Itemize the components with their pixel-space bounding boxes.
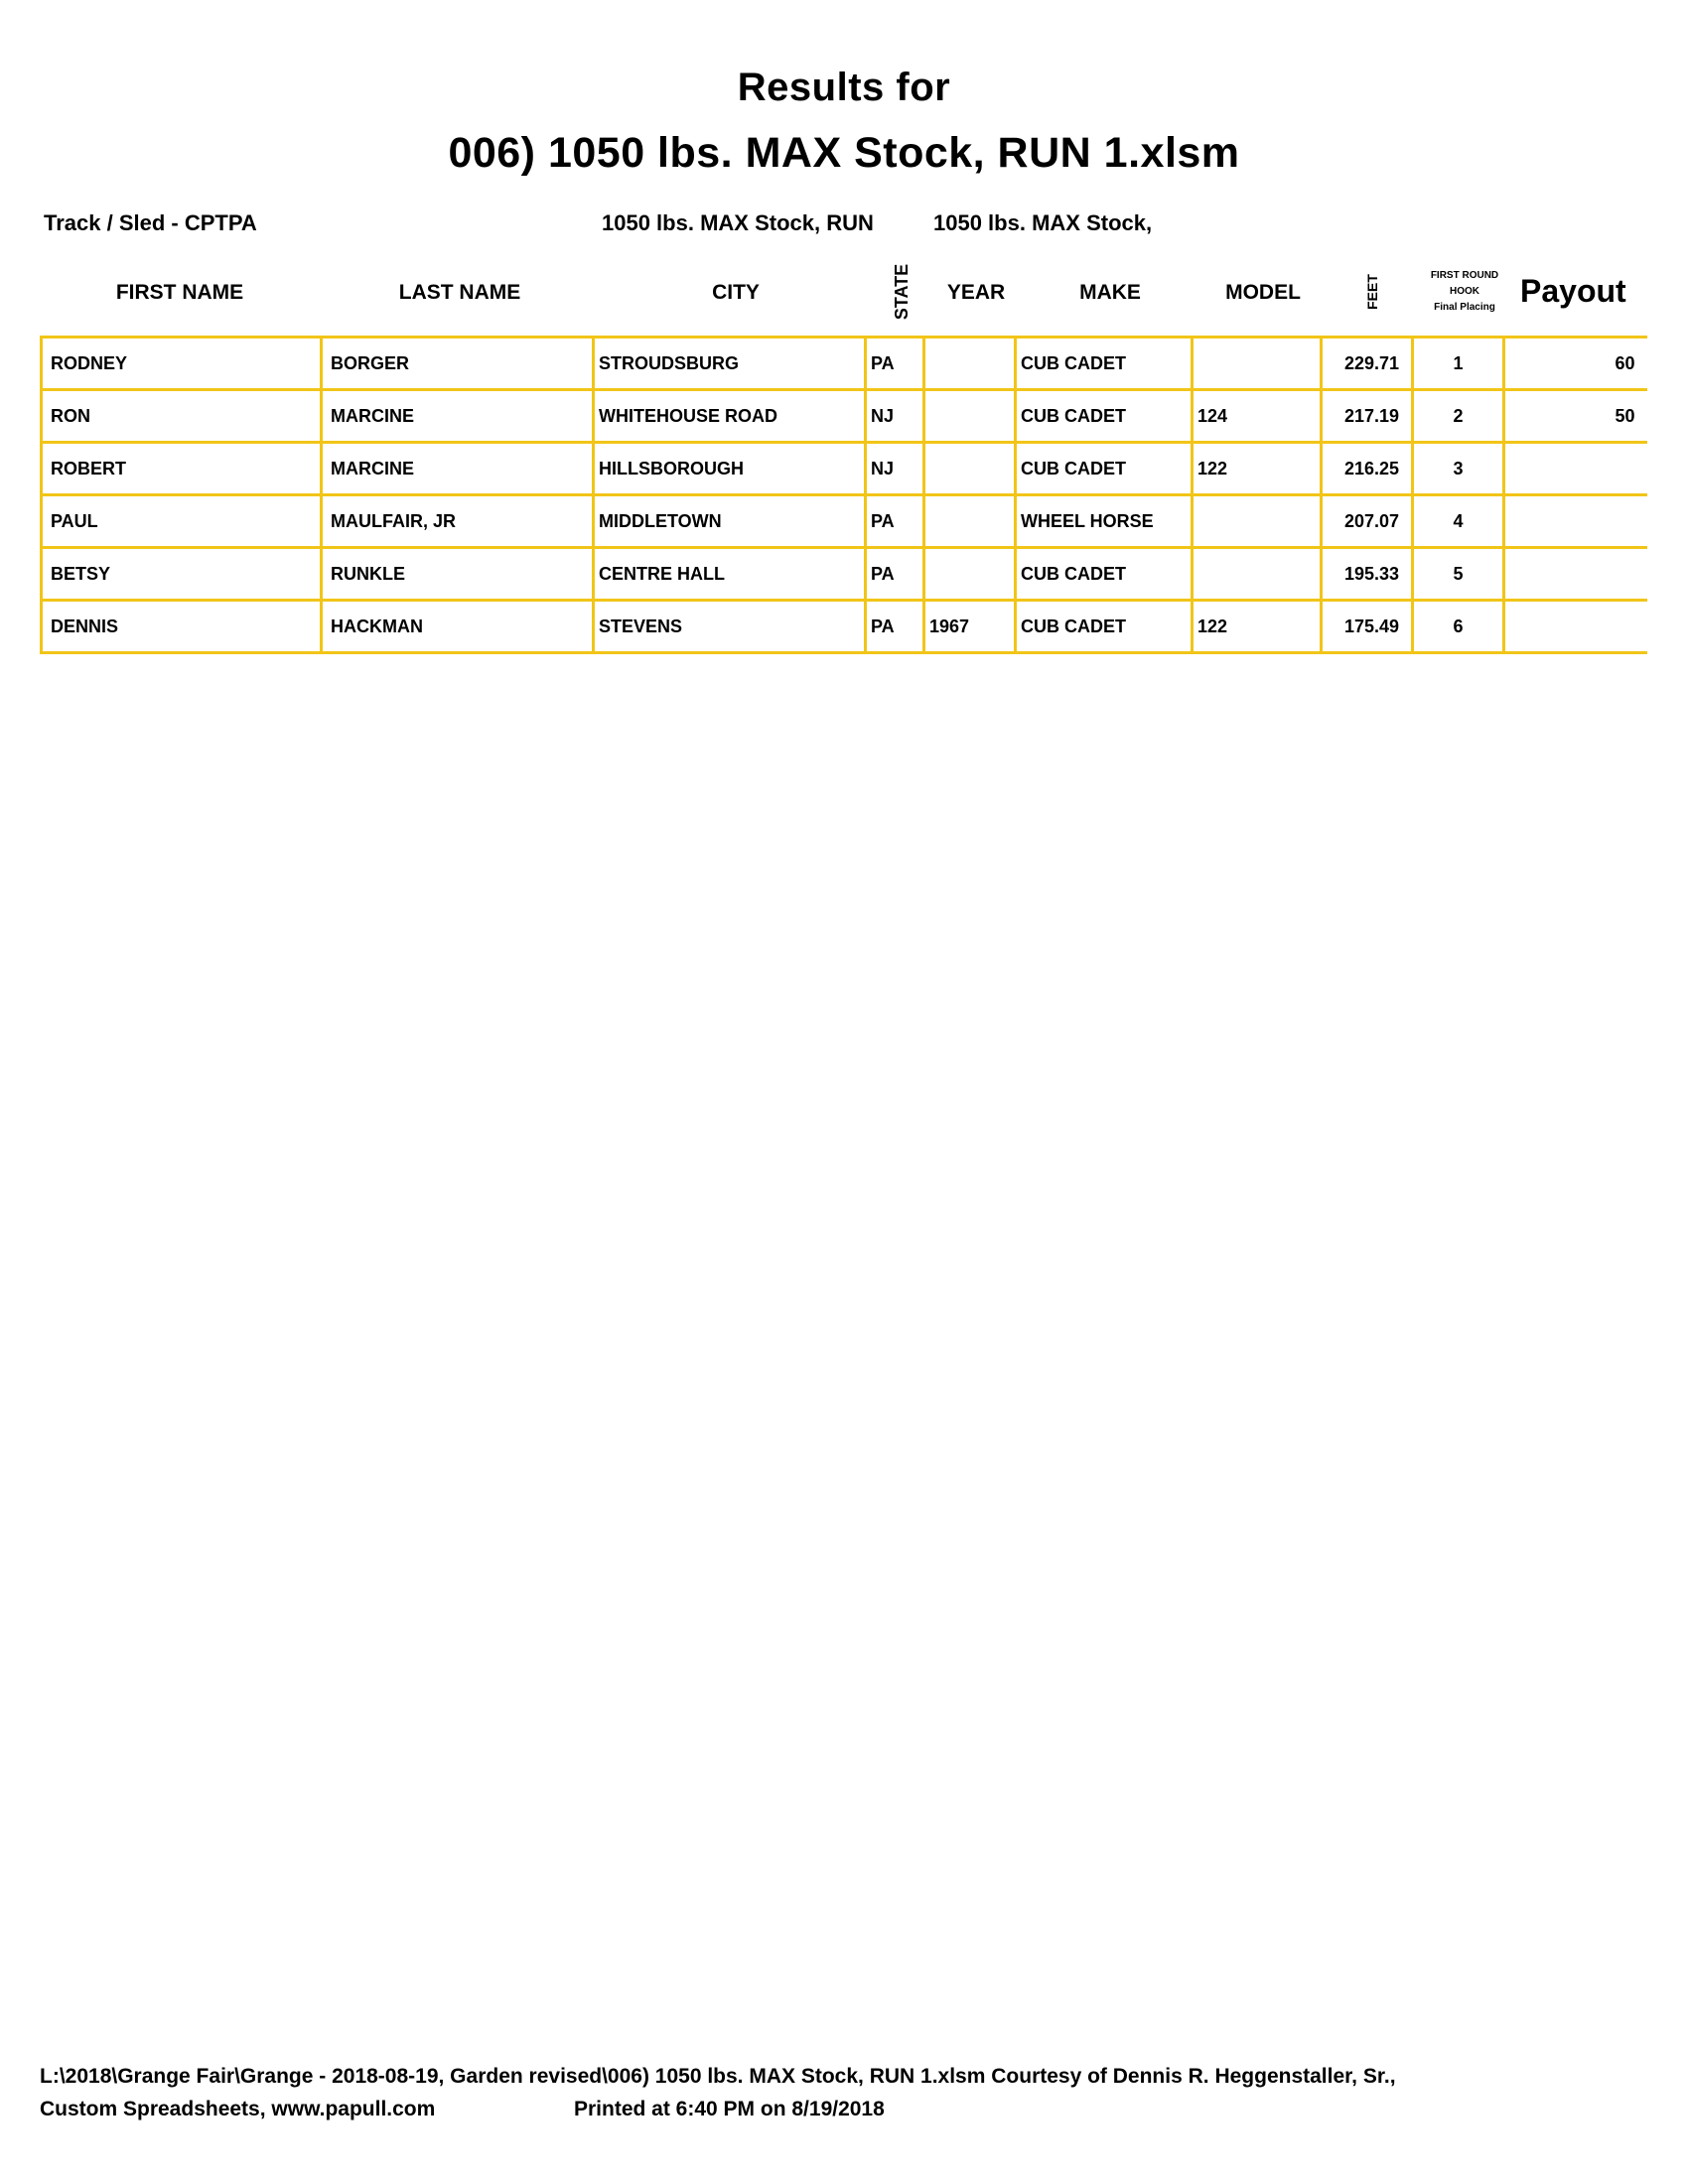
table-row bbox=[42, 601, 1647, 653]
cell-feet: 216.25 bbox=[1322, 443, 1413, 495]
cell-first-name: RON bbox=[42, 390, 322, 443]
header-placing-line3: Final Placing bbox=[1434, 302, 1495, 313]
header-payout: Payout bbox=[1520, 273, 1626, 309]
cell-last-name: MARCINE bbox=[322, 443, 594, 495]
cell-model bbox=[1193, 338, 1322, 390]
cell-payout: 50 bbox=[1504, 390, 1647, 443]
cell-make: CUB CADET bbox=[1016, 390, 1193, 443]
results-table bbox=[40, 336, 1647, 654]
cell-city: MIDDLETOWN bbox=[594, 495, 866, 548]
cell-model bbox=[1193, 548, 1322, 601]
cell-state: NJ bbox=[866, 443, 924, 495]
cell-place: 3 bbox=[1413, 443, 1504, 495]
cell-city: HILLSBOROUGH bbox=[594, 443, 866, 495]
footer-path: L:\2018\Grange Fair\Grange - 2018-08-19, Garden revised\006) 1050 lbs. MAX Stock, RUN 1.xlsm Courtesy of Dennis R. Heggenstaller, Sr., bbox=[40, 2065, 1396, 2088]
cell-first-name: PAUL bbox=[42, 495, 322, 548]
cell-make: CUB CADET bbox=[1016, 601, 1193, 653]
cell-first-name: BETSY bbox=[42, 548, 322, 601]
cell-last-name: MAULFAIR, JR bbox=[322, 495, 594, 548]
cell-feet: 195.33 bbox=[1322, 548, 1413, 601]
table-row bbox=[42, 390, 1647, 443]
cell-make: CUB CADET bbox=[1016, 338, 1193, 390]
cell-place: 4 bbox=[1413, 495, 1504, 548]
cell-first-name: DENNIS bbox=[42, 601, 322, 653]
table-row bbox=[42, 495, 1647, 548]
footer-printed: Printed at 6:40 PM on 8/19/2018 bbox=[574, 2098, 885, 2120]
cell-make: CUB CADET bbox=[1016, 443, 1193, 495]
cell-place: 1 bbox=[1413, 338, 1504, 390]
cell-state: PA bbox=[866, 548, 924, 601]
cell-year bbox=[924, 495, 1016, 548]
cell-state: PA bbox=[866, 601, 924, 653]
header-city: CITY bbox=[712, 281, 760, 304]
cell-make: WHEEL HORSE bbox=[1016, 495, 1193, 548]
cell-model bbox=[1193, 495, 1322, 548]
table-row bbox=[42, 338, 1647, 390]
cell-first-name: ROBERT bbox=[42, 443, 322, 495]
cell-city: CENTRE HALL bbox=[594, 548, 866, 601]
header-year: YEAR bbox=[946, 281, 1006, 304]
cell-last-name: MARCINE bbox=[322, 390, 594, 443]
cell-payout bbox=[1504, 495, 1647, 548]
class-label-a: 1050 lbs. MAX Stock, RUN bbox=[602, 210, 874, 235]
cell-model: 124 bbox=[1193, 390, 1322, 443]
cell-place: 6 bbox=[1413, 601, 1504, 653]
header-model: MODEL bbox=[1225, 281, 1301, 304]
cell-state: PA bbox=[866, 338, 924, 390]
cell-year bbox=[924, 443, 1016, 495]
header-make: MAKE bbox=[1079, 281, 1141, 304]
cell-feet: 229.71 bbox=[1322, 338, 1413, 390]
cell-model: 122 bbox=[1193, 601, 1322, 653]
header-placing-line1: FIRST ROUND bbox=[1430, 270, 1499, 281]
cell-state: NJ bbox=[866, 390, 924, 443]
table-row bbox=[42, 443, 1647, 495]
table-row bbox=[42, 548, 1647, 601]
cell-payout bbox=[1504, 443, 1647, 495]
cell-place: 5 bbox=[1413, 548, 1504, 601]
cell-payout: 60 bbox=[1504, 338, 1647, 390]
cell-city: STROUDSBURG bbox=[594, 338, 866, 390]
track-sled-label: Track / Sled - CPTPA bbox=[44, 210, 257, 235]
cell-feet: 175.49 bbox=[1322, 601, 1413, 653]
cell-last-name: HACKMAN bbox=[322, 601, 594, 653]
cell-payout bbox=[1504, 601, 1647, 653]
header-feet: FEET bbox=[1364, 274, 1380, 310]
header-last-name: LAST NAME bbox=[398, 281, 521, 304]
cell-last-name: RUNKLE bbox=[322, 548, 594, 601]
cell-feet: 217.19 bbox=[1322, 390, 1413, 443]
cell-year: 1967 bbox=[924, 601, 1016, 653]
cell-city: STEVENS bbox=[594, 601, 866, 653]
cell-place: 2 bbox=[1413, 390, 1504, 443]
header-first-name: FIRST NAME bbox=[115, 281, 244, 304]
cell-model: 122 bbox=[1193, 443, 1322, 495]
cell-year bbox=[924, 548, 1016, 601]
cell-feet: 207.07 bbox=[1322, 495, 1413, 548]
cell-state: PA bbox=[866, 495, 924, 548]
cell-make: CUB CADET bbox=[1016, 548, 1193, 601]
footer-credits: Custom Spreadsheets, www.papull.com bbox=[40, 2098, 436, 2120]
cell-year bbox=[924, 390, 1016, 443]
header-placing-line2: HOOK bbox=[1450, 286, 1479, 297]
page-subtitle: 006) 1050 lbs. MAX Stock, RUN 1.xlsm bbox=[448, 129, 1240, 177]
cell-year bbox=[924, 338, 1016, 390]
cell-first-name: RODNEY bbox=[42, 338, 322, 390]
cell-last-name: BORGER bbox=[322, 338, 594, 390]
header-final-placing bbox=[1419, 268, 1510, 316]
page-title: Results for bbox=[737, 66, 951, 109]
class-label-b: 1050 lbs. MAX Stock, bbox=[933, 210, 1153, 235]
cell-payout bbox=[1504, 548, 1647, 601]
cell-city: WHITEHOUSE ROAD bbox=[594, 390, 866, 443]
header-state: STATE bbox=[892, 263, 912, 321]
